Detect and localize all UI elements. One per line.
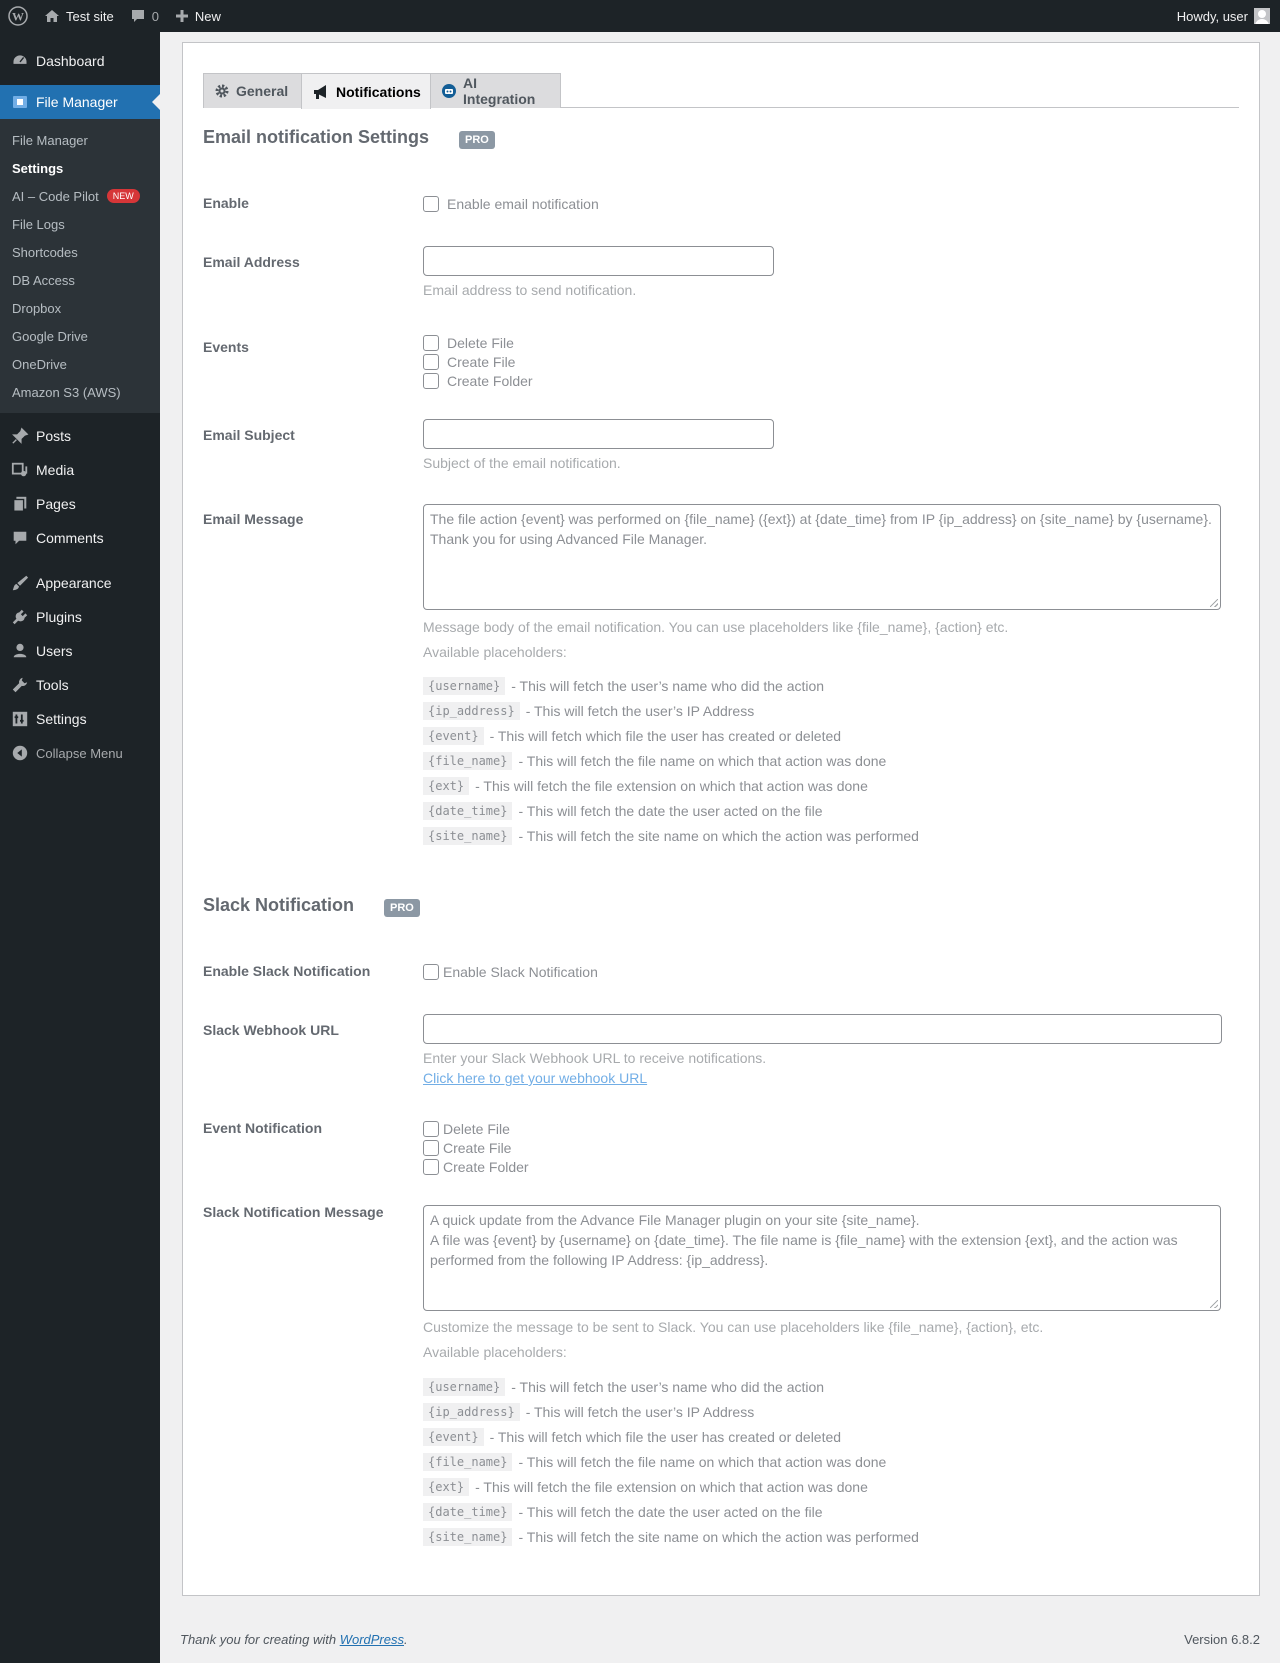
placeholder-desc: - This will fetch the file extension on which that action was done: [475, 1478, 868, 1495]
comment-icon: [130, 8, 146, 24]
site-name-link[interactable]: [36, 0, 122, 32]
placeholder-item: [423, 773, 919, 798]
submenu-item-file-manager[interactable]: [0, 126, 160, 154]
pro-badge: PRO: [459, 131, 495, 149]
checkbox-label: Delete File: [447, 334, 514, 351]
pushpin-icon: [10, 426, 30, 446]
collapse-menu-button[interactable]: [0, 736, 160, 770]
email-message-desc: Message body of the email notification. You can use placeholders like {file_name}, {action} etc.: [423, 619, 1009, 635]
home-icon: [44, 8, 60, 24]
event-create-folder[interactable]: [423, 371, 533, 390]
checkbox[interactable]: [423, 354, 439, 370]
menu-label: Pages: [36, 496, 76, 512]
placeholder-item: [423, 1449, 919, 1474]
placeholder-item: [423, 748, 919, 773]
submenu-label: Amazon S3 (AWS): [12, 384, 121, 400]
menu-item-appearance[interactable]: [0, 566, 160, 600]
email-subject-label: Email Subject: [203, 427, 295, 443]
plug-icon: [10, 607, 30, 627]
menu-label: Dashboard: [36, 53, 105, 69]
new-badge: NEW: [107, 189, 140, 203]
menu-item-dashboard[interactable]: [0, 44, 160, 78]
wrench-icon: [10, 675, 30, 695]
checkbox[interactable]: [423, 1121, 439, 1137]
enable-label: Enable: [203, 195, 249, 211]
menu-label: Users: [36, 643, 73, 659]
settings-panel: [182, 42, 1260, 1596]
placeholder-code: {ext}: [423, 777, 469, 795]
checkbox-label: Delete File: [443, 1120, 510, 1137]
wordpress-link[interactable]: WordPress: [339, 1632, 404, 1647]
file-manager-icon: [10, 92, 30, 112]
placeholder-item: [423, 698, 919, 723]
slack-notification-title: Slack Notification: [203, 895, 355, 915]
placeholder-desc: - This will fetch which file the user has created or deleted: [489, 727, 842, 744]
placeholder-item: [423, 673, 919, 698]
menu-item-comments[interactable]: [0, 521, 160, 555]
checkbox-label: Enable Slack Notification: [443, 963, 598, 980]
submenu-label: AI – Code Pilot: [12, 188, 99, 204]
new-label: New: [194, 8, 221, 24]
menu-label: Posts: [36, 428, 72, 444]
available-placeholders-label: Available placeholders:: [423, 1344, 567, 1360]
event-create-file[interactable]: [423, 352, 533, 371]
tab-ai-integration[interactable]: [430, 73, 561, 108]
menu-item-media[interactable]: [0, 453, 160, 487]
placeholder-desc: - This will fetch the user’s name who did the action: [511, 1378, 825, 1395]
checkbox-label: Create File: [447, 353, 516, 370]
email-placeholder-list: [423, 673, 919, 848]
email-message-label: Email Message: [203, 511, 304, 527]
placeholder-code: {username}: [423, 677, 505, 695]
tab-notifications[interactable]: [301, 73, 431, 109]
enable-email-checkbox-row[interactable]: [423, 194, 599, 213]
slack-webhook-label: Slack Webhook URL: [203, 1022, 339, 1038]
admin-bar: [0, 0, 1280, 32]
submenu-label: Shortcodes: [12, 244, 78, 260]
submenu-item-amazon-s3[interactable]: [0, 378, 160, 406]
tab-label: General: [236, 83, 289, 99]
placeholder-desc: - This will fetch the date the user acted on the file: [518, 802, 823, 819]
email-subject-input[interactable]: [423, 419, 774, 449]
email-address-input[interactable]: [423, 246, 774, 276]
submenu-item-shortcodes[interactable]: [0, 238, 160, 266]
submenu-item-db-access[interactable]: [0, 266, 160, 294]
placeholder-code: {site_name}: [423, 1528, 512, 1546]
placeholder-code: {file_name}: [423, 752, 512, 770]
pro-badge: PRO: [384, 899, 420, 917]
enable-slack-label: Enable Slack Notification: [203, 963, 371, 979]
collapse-icon: [10, 743, 30, 763]
slack-placeholder-list: [423, 1374, 919, 1549]
settings-icon: [10, 709, 30, 729]
megaphone-icon: [312, 84, 330, 100]
menu-label: Tools: [36, 677, 69, 693]
slack-events-checkbox-group: [423, 1119, 529, 1176]
menu-item-tools[interactable]: [0, 668, 160, 702]
checkbox[interactable]: [423, 1159, 439, 1175]
menu-item-settings[interactable]: [0, 702, 160, 736]
placeholder-code: {event}: [423, 727, 484, 745]
submenu-label: Settings: [12, 160, 64, 176]
email-settings-title: Email notification Settings: [203, 127, 430, 147]
placeholder-code: {ip_address}: [423, 702, 520, 720]
footer-thanks: [180, 1632, 408, 1647]
pages-icon: [10, 494, 30, 514]
settings-tabs: [203, 73, 1239, 108]
submenu-item-dropbox[interactable]: [0, 294, 160, 322]
webhook-url-link[interactable]: Click here to get your webhook URL: [423, 1070, 648, 1086]
menu-label: Media: [36, 462, 75, 478]
paintbrush-icon: [10, 573, 30, 593]
menu-label: Comments: [36, 530, 104, 546]
textarea-line: A quick update from the Advance File Manager plugin on your site {site_name}.: [430, 1212, 920, 1228]
footer-period: .: [404, 1632, 408, 1647]
placeholder-desc: - This will fetch the date the user acted on the file: [518, 1503, 823, 1520]
event-notification-label: Event Notification: [203, 1120, 323, 1136]
email-subject-desc: Subject of the email notification.: [423, 455, 621, 471]
slack-event-delete-file[interactable]: [423, 1119, 529, 1138]
textarea-line: performed from the following IP Address: {ip_address}.: [430, 1252, 769, 1268]
footer-version: Version 6.8.2: [1184, 1632, 1260, 1647]
svg-text:W: W: [12, 9, 24, 24]
checkbox-label: Create Folder: [447, 372, 533, 389]
email-address-label: Email Address: [203, 254, 300, 270]
slack-event-create-file[interactable]: [423, 1138, 529, 1157]
tab-general[interactable]: [203, 73, 302, 108]
submenu-item-ai-code-pilot[interactable]: [0, 182, 160, 210]
checkbox[interactable]: [423, 335, 439, 351]
textarea-line: Thank you for using Advanced File Manager.: [430, 531, 708, 547]
placeholder-code: {file_name}: [423, 1453, 512, 1471]
placeholder-desc: - This will fetch the site name on which the action was performed: [518, 1528, 919, 1545]
footer-thanks-text: Thank you for creating with: [180, 1632, 340, 1647]
placeholder-item: [423, 1474, 919, 1499]
slack-webhook-desc: Enter your Slack Webhook URL to receive notifications.: [423, 1050, 767, 1066]
menu-label: File Manager: [36, 94, 118, 110]
menu-item-file-manager[interactable]: [0, 85, 160, 119]
textarea-line: The file action {event} was performed on {file_name} ({ext}) at {date_time} from IP {ip_address} on {site_name} by {username}.: [430, 511, 1212, 527]
placeholder-desc: - This will fetch the user’s IP Address: [525, 1403, 755, 1420]
placeholder-item: [423, 823, 919, 848]
avatar: [1254, 8, 1270, 24]
submenu-item-google-drive[interactable]: [0, 322, 160, 350]
submenu-label: File Logs: [12, 216, 65, 232]
media-icon: [10, 460, 30, 480]
enable-email-checkbox[interactable]: [423, 196, 439, 212]
menu-label: Appearance: [36, 575, 112, 591]
submenu-item-file-logs[interactable]: [0, 210, 160, 238]
my-account-link[interactable]: [1169, 0, 1280, 32]
placeholder-desc: - This will fetch the file extension on which that action was done: [475, 777, 868, 794]
placeholder-item: [423, 1374, 919, 1399]
admin-sidebar: [0, 32, 160, 1663]
menu-item-posts[interactable]: [0, 419, 160, 453]
events-checkbox-group: [423, 333, 533, 390]
placeholder-code: {ip_address}: [423, 1403, 520, 1421]
submenu-label: OneDrive: [12, 356, 67, 372]
placeholder-desc: - This will fetch the user’s name who did the action: [511, 677, 825, 694]
placeholder-item: [423, 1499, 919, 1524]
ai-robot-icon: [441, 83, 457, 99]
event-delete-file[interactable]: [423, 333, 533, 352]
placeholder-item: [423, 1399, 919, 1424]
submenu-label: Dropbox: [12, 300, 62, 316]
menu-item-users[interactable]: [0, 634, 160, 668]
events-label: Events: [203, 339, 249, 355]
placeholder-desc: - This will fetch the file name on which that action was done: [518, 752, 887, 769]
file-manager-submenu: [0, 119, 160, 413]
menu-label: Collapse Menu: [36, 745, 123, 761]
gear-icon: [214, 83, 230, 99]
dashboard-icon: [10, 51, 30, 71]
comments-icon: [10, 528, 30, 548]
placeholder-item: [423, 723, 919, 748]
slack-message-desc: Customize the message to be sent to Slack. You can use placeholders like {file_name}, {action}, etc.: [423, 1319, 1044, 1335]
slack-message-label: Slack Notification Message: [203, 1204, 384, 1220]
placeholder-desc: - This will fetch the file name on which that action was done: [518, 1453, 887, 1470]
plus-icon: [175, 9, 189, 23]
submenu-item-settings[interactable]: [0, 154, 160, 182]
menu-item-pages[interactable]: [0, 487, 160, 521]
menu-label: Plugins: [36, 609, 82, 625]
slack-event-create-folder[interactable]: [423, 1157, 529, 1176]
submenu-item-onedrive[interactable]: [0, 350, 160, 378]
available-placeholders-label: Available placeholders:: [423, 644, 567, 660]
enable-slack-checkbox[interactable]: [423, 964, 439, 980]
placeholder-item: [423, 1424, 919, 1449]
placeholder-code: {event}: [423, 1428, 484, 1446]
placeholder-code: {username}: [423, 1378, 505, 1396]
slack-webhook-input[interactable]: [423, 1014, 1222, 1044]
placeholder-item: [423, 798, 919, 823]
checkbox-label: Create Folder: [443, 1158, 529, 1175]
checkbox-label: Create File: [443, 1139, 512, 1156]
placeholder-item: [423, 1524, 919, 1549]
textarea-line: A file was {event} by {username} on {date_time}. The file name is {file_name} with the extension {ext}, and the action was: [430, 1232, 1178, 1248]
checkbox[interactable]: [423, 373, 439, 389]
menu-label: Settings: [36, 711, 87, 727]
placeholder-desc: - This will fetch which file the user has created or deleted: [489, 1428, 842, 1445]
slack-message-textarea[interactable]: [423, 1205, 1221, 1311]
checkbox[interactable]: [423, 1140, 439, 1156]
enable-slack-checkbox-row[interactable]: [423, 962, 598, 981]
checkbox-label: Enable email notification: [447, 195, 599, 212]
site-name: Test site: [66, 8, 114, 24]
submenu-label: Google Drive: [12, 328, 88, 344]
placeholder-code: {date_time}: [423, 802, 512, 820]
tab-label: AI Integration: [463, 75, 536, 107]
howdy-text: Howdy, user: [1176, 8, 1248, 24]
submenu-label: DB Access: [12, 272, 75, 288]
placeholder-code: {site_name}: [423, 827, 512, 845]
placeholder-code: {ext}: [423, 1478, 469, 1496]
submenu-label: File Manager: [12, 132, 88, 148]
user-icon: [10, 641, 30, 661]
placeholder-desc: - This will fetch the user’s IP Address: [525, 702, 755, 719]
email-message-textarea[interactable]: [423, 504, 1221, 610]
comments-count: 0: [151, 8, 159, 24]
placeholder-code: {date_time}: [423, 1503, 512, 1521]
email-address-desc: Email address to send notification.: [423, 282, 637, 298]
comments-link[interactable]: [122, 0, 167, 32]
new-content-link[interactable]: [167, 0, 229, 32]
wordpress-logo-icon[interactable]: [0, 0, 36, 32]
placeholder-desc: - This will fetch the site name on which the action was performed: [518, 827, 919, 844]
tab-label: Notifications: [336, 83, 421, 100]
menu-item-plugins[interactable]: [0, 600, 160, 634]
